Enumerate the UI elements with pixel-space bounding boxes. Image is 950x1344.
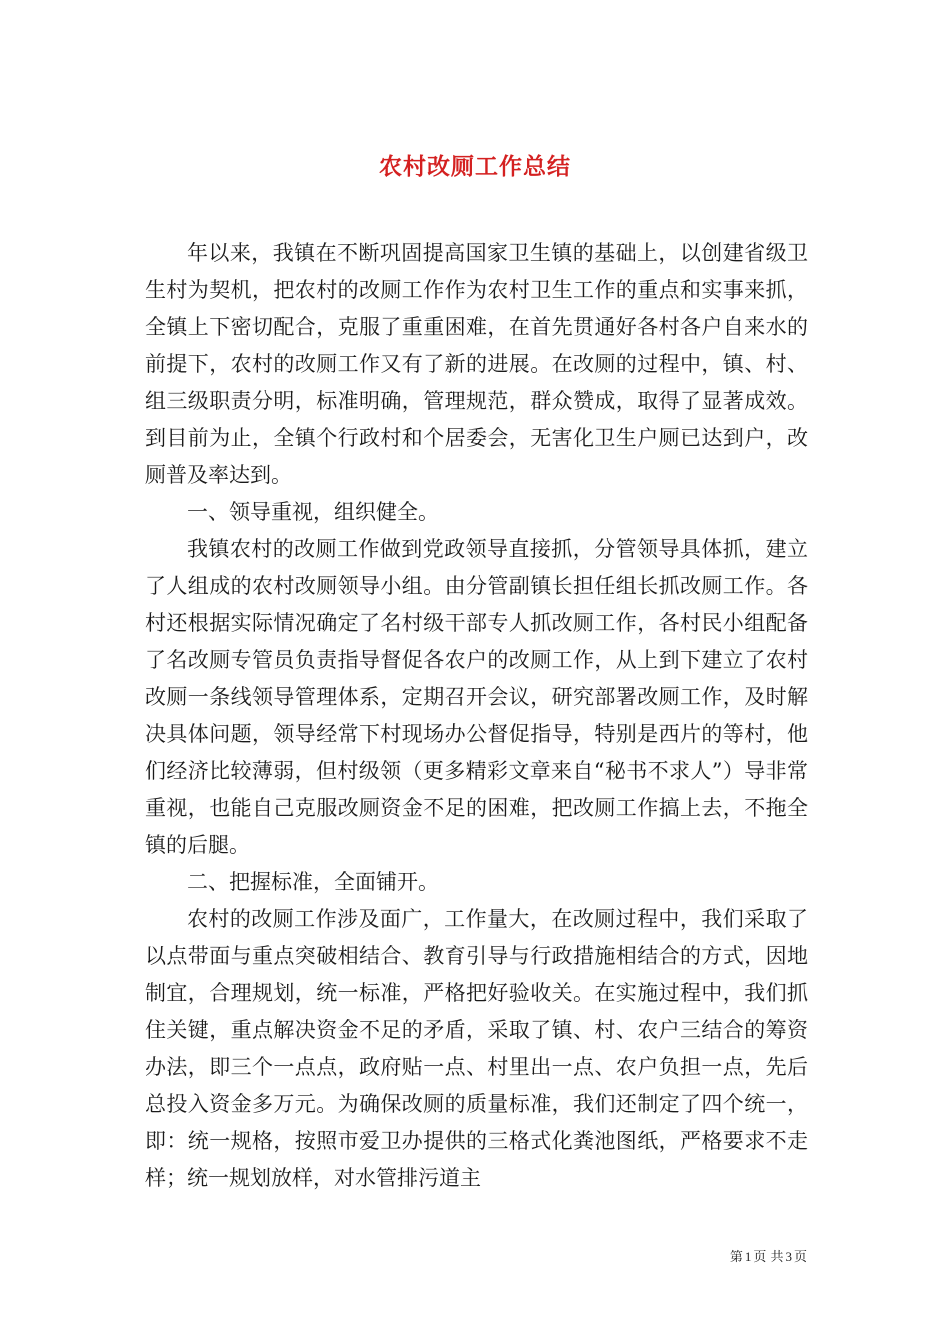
document-body [145,235,808,1197]
footer-middle: 页 共 [753,1250,784,1265]
section-heading-2: 二、把握标准，全面铺开。 [187,870,439,894]
page-footer [730,1246,807,1265]
footer-total-pages: 3 [785,1249,792,1264]
section-heading-1: 一、领导重视，组织健全。 [187,500,439,524]
footer-prefix: 第 [729,1250,743,1265]
footer-suffix: 页 [793,1250,807,1265]
document-title: 农村改厕工作总结 [379,153,571,181]
paragraph-intro: 年以来，我镇在不断巩固提高国家卫生镇的基础上，以创建省级卫生村为契机，把农村的改厕工作作为农村卫生工作的重点和实事来抓，全镇上下密切配合，克服了重重困难，在首先贯通好各村各户自来水的前提下，农村的改厕工作又有了新的进展。在改厕的过程中，镇、村、组三级职责分明，标准明确，管理规范，群众赞成，取得了显著成效。到目前为止，全镇个行政村和个居委会，无害化卫生户厕已达到户，改厕普及率达到。 [145,241,808,487]
paragraph-standards: 农村的改厕工作涉及面广，工作量大，在改厕过程中，我们采取了以点带面与重点突破相结合、教育引导与行政措施相结合的方式，因地制宜，合理规划，统一标准，严格把好验收关。在实施过程中，我们抓住关键，重点解决资金不足的矛盾，采取了镇、村、农户三结合的筹资办法，即三个一点点，政府贴一点、村里出一点、农户负担一点，先后总投入资金多万元。为确保改厕的质量标准，我们还制定了四个统一，即：统一规格，按照市爱卫办提供的三格式化粪池图纸，严格要求不走样；统一规划放样，对水管排污道主 [145,907,808,1190]
paragraph-leadership: 我镇农村的改厕工作做到党政领导直接抓，分管领导具体抓，建立了人组成的农村改厕领导小组。由分管副镇长担任组长抓改厕工作。各村还根据实际情况确定了名村级干部专人抓改厕工作，各村民小组配备了名改厕专管员负责指导督促各农户的改厕工作，从上到下建立了农村改厕一条线领导管理体系，定期召开会议，研究部署改厕工作，及时解决具体问题，领导经常下村现场办公督促指导，特别是西片的等村，他们经济比较薄弱，但村级领（更多精彩文章来自“秘书不求人”）导非常重视，也能自己克服改厕资金不足的困难，把改厕工作搞上去，不拖全镇的后腿。 [145,537,808,857]
footer-current-page: 1 [744,1249,752,1264]
